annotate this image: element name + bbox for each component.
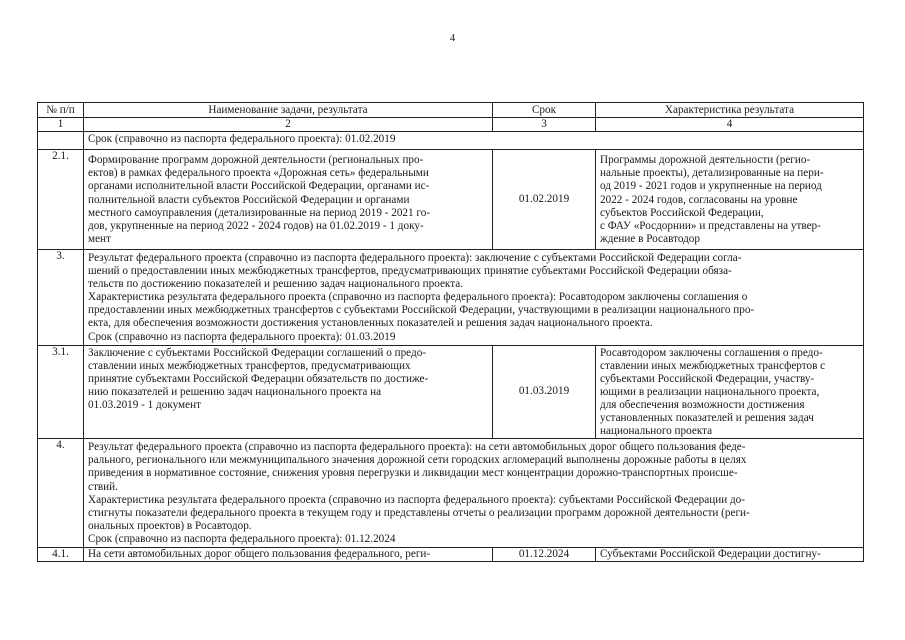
row-number: 3.1.: [38, 345, 84, 439]
header-srok: Срок: [493, 103, 596, 118]
row-number-empty: [38, 132, 84, 150]
page-number: 4: [449, 32, 456, 44]
table-row: [38, 548, 864, 562]
row-number: 4.: [38, 439, 84, 548]
column-number: 3: [493, 118, 596, 132]
column-number: 1: [38, 118, 84, 132]
column-number-row: [38, 118, 864, 132]
federal-result-description: Результат федерального проекта (справочно из паспорта федерального проекта): на сети автомобильных дорог общего пользования феде- рального, регионального или межмуниципального значения дорожной сети городских агломераций выполнены дорожные работы в целях приведения в нормативное состояние, снижения уровня перегрузки и ликвидации мест концентрации дорожно-транспортных происше- ствий. Характеристика результата федерального проекта (справочно из паспорта федерального проекта): субъектами Российской Федерации до- стигнуты показатели федерального проекта в текущем году и представлены отчеты о реализации программ дорожной деятельности (реги- ональных проектов) в Росавтодор. Срок (справочно из паспорта федерального проекта): 01.12.2024: [84, 439, 864, 548]
results-table: [37, 102, 864, 562]
srok-note: Срок (справочно из паспорта федерального проекта): 01.02.2019: [84, 132, 864, 150]
header-name: Наименование задачи, результата: [84, 103, 493, 118]
table-row: [38, 150, 864, 250]
table-row: [38, 132, 864, 150]
task-name: Формирование программ дорожной деятельности (региональных про- ектов) в рамках федерального проекта «Дорожная сеть» федеральными органами исполнительной власти Российской Федерации, органами ис- полнительной власти субъектов Российской Федерации и органами местного самоуправления (детализированные на период 2019 - 2021 го- дов, укрупненные на период 2022 - 2024 годов) на 01.02.2019 - 1 доку- мент: [84, 150, 493, 250]
column-number: 2: [84, 118, 493, 132]
row-number: 2.1.: [38, 150, 84, 250]
table-row: [38, 249, 864, 345]
task-result: Программы дорожной деятельности (регио- нальные проекты), детализированные на пери- од 2019 - 2021 годов и укрупненные на период 2022 - 2024 годов, согласованы на уровне субъектов Российской Федерации, с ФАУ «Росдорнии» и представлены на утвер- ждение в Росавтодор: [596, 150, 864, 250]
task-date: 01.02.2019: [493, 150, 596, 250]
task-date: 01.12.2024: [493, 548, 596, 562]
row-number: 4.1.: [38, 548, 84, 562]
task-name: Заключение с субъектами Российской Федерации соглашений о предо- ставлении иных межбюджетных трансфертов, предусматривающих принятие субъектами Российской Федерации обязательств по достиже- нию показателей и решению задач национального проекта на 01.03.2019 - 1 документ: [84, 345, 493, 439]
table-row: [38, 345, 864, 439]
header-num: № п/п: [38, 103, 84, 118]
column-number: 4: [596, 118, 864, 132]
task-result: Росавтодором заключены соглашения о предо- ставлении иных межбюджетных трансфертов с субъектами Российской Федерации, участву- ющими в реализации национального проекта, для обеспечения возможности достижения установленных показателей и решения задач национального проекта: [596, 345, 864, 439]
table-row: [38, 439, 864, 548]
row-number: 3.: [38, 249, 84, 345]
header-result: Характеристика результата: [596, 103, 864, 118]
federal-result-description: Результат федерального проекта (справочно из паспорта федерального проекта): заключение с субъектами Российской Федерации согла- шений о предоставлении иных межбюджетных трансфертов, предусматривающих принятие субъектами Российской Федерации обяза- тельств по достижению показателей и решению задач национального проекта. Характеристика результата федерального проекта (справочно из паспорта федерального проекта): Росавтодором заключены соглашения о предоставлении иных межбюджетных трансфертов с субъектами Российской Федерации, участвующими в реализации национального про- екта, для обеспечения возможности достижения установленных показателей и решения задач национального проекта. Срок (справочно из паспорта федерального проекта): 01.03.2019: [84, 249, 864, 345]
task-name: На сети автомобильных дорог общего пользования федерального, реги-: [84, 548, 493, 562]
task-date: 01.03.2019: [493, 345, 596, 439]
task-result: Субъектами Российской Федерации достигну-: [596, 548, 864, 562]
table-header-row: [38, 103, 864, 118]
